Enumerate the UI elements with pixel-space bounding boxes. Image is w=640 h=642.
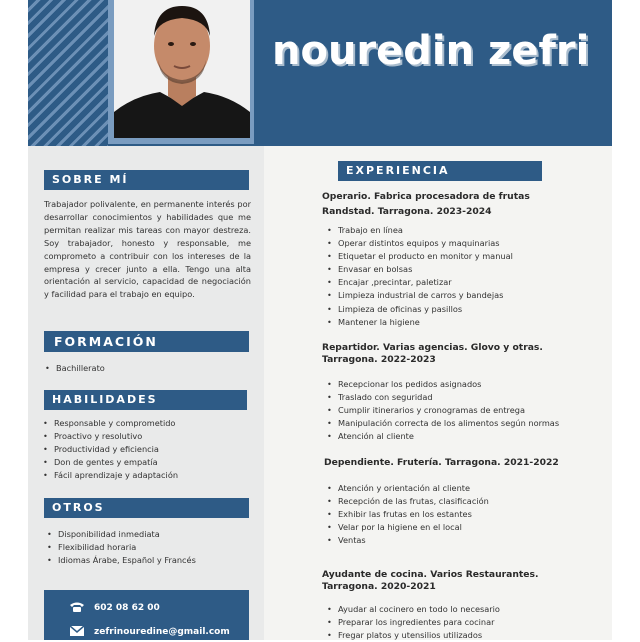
- list-item: • Manipulación correcta de los alimentos según normas: [326, 417, 559, 430]
- list-item: • Fácil aprendizaje y adaptación: [42, 469, 178, 482]
- section-title-formacion: FORMACIÓN: [44, 331, 249, 352]
- job-title-line2: Randstad. Tarragona. 2023-2024: [322, 206, 492, 217]
- list-item: • Mantener la higiene: [326, 316, 513, 329]
- section-title-experiencia: EXPERIENCIA: [338, 161, 542, 181]
- list-item: • Exhibir las frutas en los estantes: [326, 508, 489, 521]
- contact-phone[interactable]: 602 08 62 00: [94, 603, 160, 613]
- list-item: • Limpieza de oficinas y pasillos: [326, 303, 513, 316]
- contact-email-row: [68, 624, 230, 640]
- list-item: • Recepcionar los pedidos asignados: [326, 378, 559, 391]
- otros-list: [46, 528, 196, 567]
- section-title-sobre-mi: SOBRE MÍ: [44, 170, 249, 190]
- section-title-habilidades: HABILIDADES: [44, 390, 247, 410]
- job-title-line2: Tarragona. 2020-2021: [322, 581, 436, 592]
- list-item: • Idiomas Árabe, Español y Francés: [46, 554, 196, 567]
- list-item: • Ayudar al cocinero en todo lo necesario: [326, 603, 500, 616]
- candidate-name: nouredin zefri: [272, 28, 590, 74]
- formacion-list: [44, 362, 105, 375]
- list-item: • Ventas: [326, 534, 489, 547]
- habilidades-list: [42, 417, 178, 482]
- list-item: • Fregar platos y utensilios utilizados: [326, 629, 500, 642]
- profile-photo: [114, 0, 250, 138]
- sobre-mi-text: Trabajador polivalente, en permanente interés por desarrollar conocimientos y habilidades que me permitan realizar mis tareas con mayor destreza. Soy trabajador, honesto y responsable, me comprometo a contribuir con los intereses de la empresa y crecer junto a ella. Tengo una alta orientación al servicio, capacidad de negociación y facilidad para el trabajo en equipo.: [44, 199, 251, 300]
- list-item: • Recepción de las frutas, clasificación: [326, 495, 489, 508]
- list-item: • Velar por la higiene en el local: [326, 521, 489, 534]
- job-title-line2: Tarragona. 2022-2023: [322, 354, 436, 365]
- job-2-list: [326, 378, 559, 443]
- list-item: • Productividad y eficiencia: [42, 443, 178, 456]
- contact-email[interactable]: zefrinouredine@gmail.com: [94, 627, 230, 637]
- job-title-line1: Repartidor. Varias agencias. Glovo y otras.: [322, 342, 543, 353]
- contact-phone-row: [68, 600, 160, 616]
- list-item: • Responsable y comprometido: [42, 417, 178, 430]
- job-1-list: [326, 224, 513, 329]
- job-title-line1: Ayudante de cocina. Varios Restaurantes.: [322, 569, 539, 580]
- list-item: • Flexibilidad horaria: [46, 541, 196, 554]
- list-item: • Bachillerato: [44, 362, 105, 375]
- list-item: • Proactivo y resolutivo: [42, 430, 178, 443]
- section-title-otros: OTROS: [44, 498, 249, 518]
- list-item: • Cumplir itinerarios y cronogramas de entrega: [326, 404, 559, 417]
- job-title-line1: Dependiente. Frutería. Tarragona. 2021-2022: [324, 457, 559, 468]
- job-title-line1: Operario. Fabrica procesadora de frutas: [322, 191, 530, 202]
- list-item: • Atención al cliente: [326, 430, 559, 443]
- email-icon: [68, 626, 86, 639]
- list-item: • Limpieza industrial de carros y bandejas: [326, 289, 513, 302]
- job-4-list: [326, 603, 500, 642]
- job-3-list: [326, 482, 489, 547]
- list-item: • Preparar los ingredientes para cocinar: [326, 616, 500, 629]
- contact-box: [44, 590, 249, 640]
- list-item: • Encajar ,precintar, paletizar: [326, 276, 513, 289]
- list-item: • Envasar en bolsas: [326, 263, 513, 276]
- decorative-stripes: [28, 0, 108, 146]
- phone-icon: [68, 601, 86, 616]
- list-item: • Atención y orientación al cliente: [326, 482, 489, 495]
- list-item: • Operar distintos equipos y maquinarias: [326, 237, 513, 250]
- list-item: • Traslado con seguridad: [326, 391, 559, 404]
- list-item: • Don de gentes y empatía: [42, 456, 178, 469]
- list-item: • Etiquetar el producto en monitor y manual: [326, 250, 513, 263]
- list-item: • Trabajo en línea: [326, 224, 513, 237]
- list-item: • Disponibilidad inmediata: [46, 528, 196, 541]
